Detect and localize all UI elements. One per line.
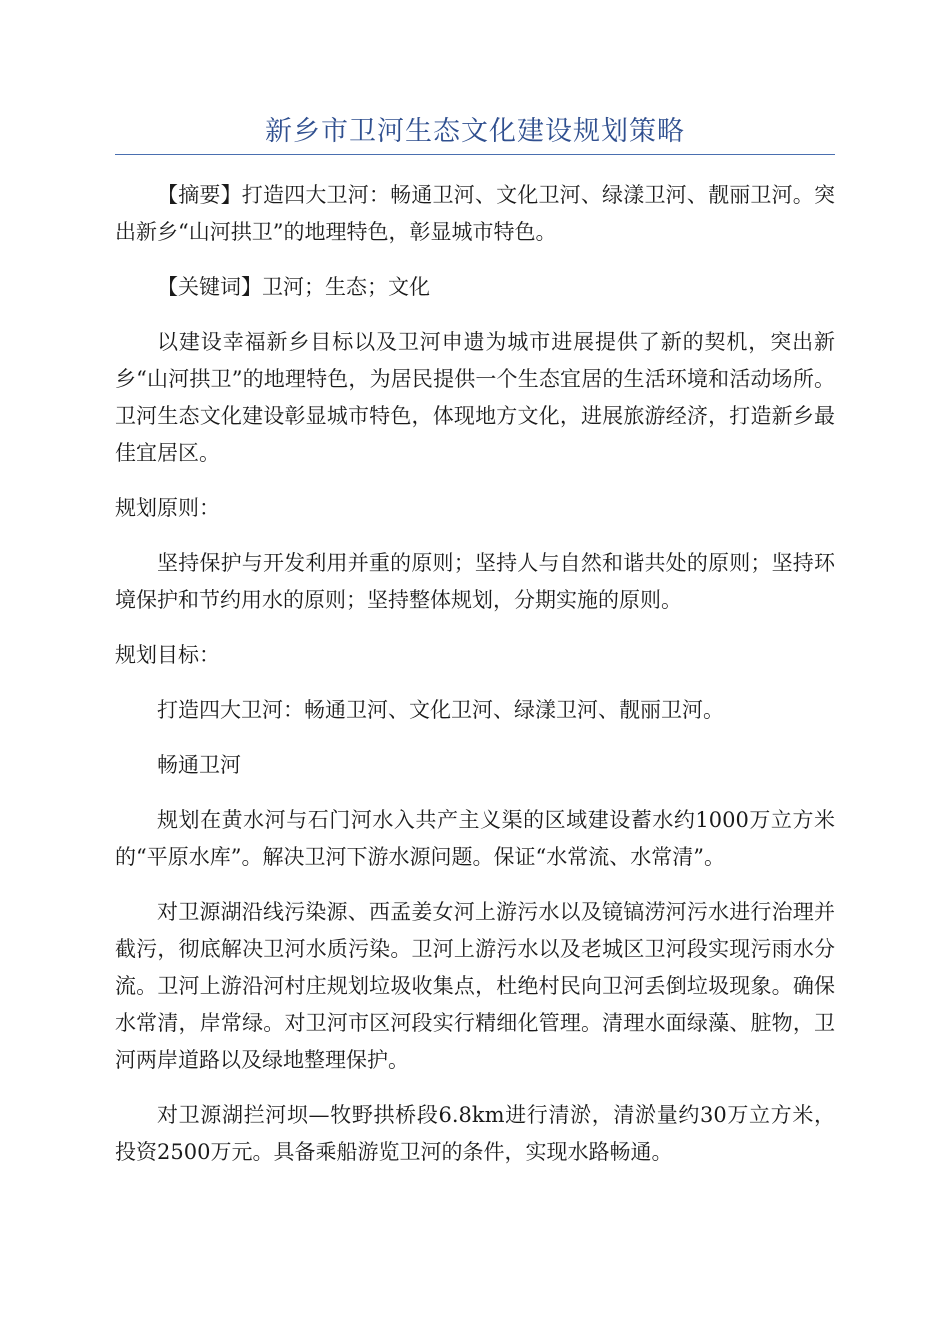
document-title: 新乡市卫河生态文化建设规划策略 (265, 116, 685, 147)
principles-heading: 规划原则： (115, 496, 220, 520)
principles-paragraph: 坚持保护与开发利用并重的原则；坚持人与自然和谐共处的原则；坚持环境保护和节约用水的原则；坚持整体规划，分期实施的原则。 (115, 551, 835, 612)
reservoir-paragraph: 规划在黄水河与石门河水入共产主义渠的区域建设蓄水约1000万立方米的“平原水库”。解决卫河下游水源问题。保证“水常流、水常清”。 (115, 808, 835, 869)
pollution-paragraph: 对卫源湖沿线污染源、西孟姜女河上游污水以及镜镐涝河污水进行治理并截污，彻底解决卫河水质污染。卫河上游污水以及老城区卫河段实现污雨水分流。卫河上游沿河村庄规划垃圾收集点，杜绝村民向卫河丢倒垃圾现象。确保水常清，岸常绿。对卫河市区河段实行精细化管理。清理水面绿藻、脏物，卫河两岸道路以及绿地整理保护。 (115, 900, 835, 1072)
dredging-paragraph: 对卫源湖拦河坝—牧野拱桥段6.8km进行清淤，清淤量约30万立方米，投资2500万元。具备乘船游览卫河的条件，实现水路畅通。 (115, 1103, 835, 1164)
intro-paragraph: 以建设幸福新乡目标以及卫河申遗为城市进展提供了新的契机，突出新乡“山河拱卫”的地理特色，为居民提供一个生态宜居的生活环境和活动场所。卫河生态文化建设彰显城市特色，体现地方文化，进展旅游经济，打造新乡最佳宜居区。 (115, 330, 835, 465)
goals-paragraph: 打造四大卫河：畅通卫河、文化卫河、绿漾卫河、靓丽卫河。 (157, 698, 724, 722)
document-page (115, 112, 835, 1189)
abstract-paragraph: 【摘要】打造四大卫河：畅通卫河、文化卫河、绿漾卫河、靓丽卫河。突出新乡“山河拱卫”的地理特色，彰显城市特色。 (115, 183, 835, 244)
keywords-paragraph: 【关键词】卫河；生态；文化 (157, 275, 430, 299)
goals-heading: 规划目标： (115, 643, 220, 667)
section-heading-smooth-weihe: 畅通卫河 (157, 753, 241, 777)
title-underline (115, 154, 835, 155)
